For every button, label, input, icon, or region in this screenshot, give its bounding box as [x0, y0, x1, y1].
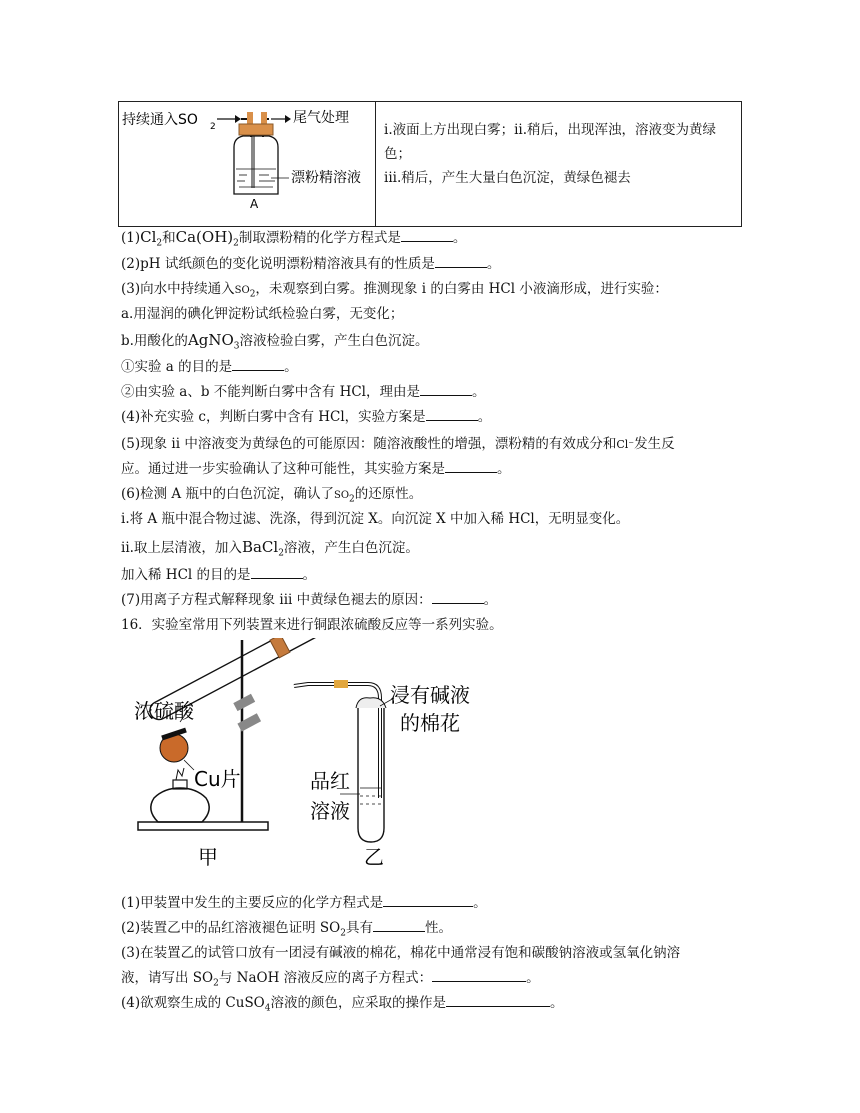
cu-label: Cu片 [194, 767, 241, 791]
stand-base [138, 822, 268, 830]
question-2: (2)pH 试纸颜色的变化说明漂粉精溶液具有的性质是 。 [121, 256, 501, 272]
inlet-label: 持续通入SO [122, 112, 198, 128]
question-3-1: ①实验 a 的目的是 。 [121, 359, 298, 375]
answer-blank[interactable] [420, 383, 472, 396]
answer-blank[interactable] [251, 566, 303, 579]
q16-part-2: (2)装置乙中的品红溶液褪色证明 $SO_2$具有 性。 [121, 920, 452, 939]
red-solution-label-1: 品红 [310, 769, 350, 793]
question-3a: a.用湿润的碘化钾淀粉试纸检验白雾，无变化； [121, 306, 404, 322]
q16-part-1: (1)甲装置中发生的主要反应的化学方程式是 。 [121, 895, 487, 911]
experiment-table [118, 101, 742, 227]
question-3b: b.用酸化的AgNO$_3$溶液检验白雾，产生白色沉淀。 [121, 331, 429, 352]
apparatus-yi-label: 乙 [364, 845, 384, 869]
question-3-2: ②由实验 a、b 不能判断白雾中含有 HCl，理由是 。 [121, 384, 486, 400]
answer-blank[interactable] [435, 255, 487, 268]
observation-line-1: i.液面上方出现白雾；ii.稍后，出现浑浊，溶液变为黄绿色； [384, 122, 717, 162]
cotton-label-2: 的棉花 [400, 711, 460, 735]
answer-blank[interactable] [445, 460, 497, 473]
bottle-label: A [250, 197, 259, 211]
observation-line-2: iii.稍后，产生大量白色沉淀，黄绿色褪去 [384, 170, 631, 186]
answer-blank[interactable] [446, 994, 550, 1007]
question-16-title: 16．实验室常用下列装置来进行铜跟浓硫酸反应等一系列实验。 [121, 617, 503, 633]
question-3: (3)向水中持续通入$SO_2$，未观察到白雾。推测现象 i 的白雾由 HCl 小液滴形成，进行实验： [121, 281, 668, 300]
observations-cell [376, 102, 742, 227]
answer-blank[interactable] [432, 969, 526, 982]
answer-blank[interactable] [383, 894, 473, 907]
connector [334, 680, 348, 688]
question-1: $(1)Cl_2$和$Ca(OH)_2$制取漂粉精的化学方程式是 。 [121, 228, 467, 249]
q16-part-4: (4)欲观察生成的 CuSO$_4$溶液的颜色，应采取的操作是 。 [121, 995, 564, 1014]
copper-acid-apparatus [118, 638, 498, 870]
question-5-line-2: 应。通过进一步实验确认了这种可能性，其实验方案是 。 [121, 461, 511, 477]
cotton-label-1: 浸有碱液 [390, 683, 470, 707]
q16-part-3-line-1: (3)在装置乙的试管口放有一团浸有碱液的棉花，棉花中通常浸有饱和碳酸钠溶液或氢氧化钠溶 [121, 945, 681, 961]
question-6-i: i.将 A 瓶中混合物过滤、洗涤，得到沉淀 X。向沉淀 X 中加入稀 HCl，无明显变化。 [121, 511, 630, 527]
question-5-line-1: (5)现象 ii 中溶液变为黄绿色的可能原因：随溶液酸性的增强，漂粉精的有效成分和Cl⁻发生反 [121, 436, 675, 452]
question-6-ii: ii.取上层清液，加入BaCl$_2$溶液，产生白色沉淀。 [121, 538, 419, 559]
answer-blank[interactable] [373, 919, 425, 932]
answer-blank[interactable] [426, 408, 478, 421]
answer-blank[interactable] [432, 591, 484, 604]
question-6: (6)检测 A 瓶中的白色沉淀，确认了$SO_2$的还原性。 [121, 486, 423, 505]
question-7: (7)用离子方程式解释现象 iii 中黄绿色褪去的原因： 。 [121, 592, 498, 608]
alcohol-lamp [151, 788, 209, 822]
question-4: (4)补充实验 c，判断白雾中含有 HCl，实验方案是 。 [121, 409, 492, 425]
apparatus-jia-label: 甲 [198, 845, 218, 869]
answer-blank[interactable] [232, 358, 284, 371]
answer-blank[interactable] [401, 229, 453, 242]
solution-label: 漂粉精溶液 [291, 170, 361, 186]
q16-part-3-line-2: 液，请写出 $SO_2$与 NaOH 溶液反应的离子方程式： 。 [121, 970, 540, 989]
tail-gas-label: 尾气处理 [293, 110, 349, 126]
inlet-subscript: 2 [210, 122, 216, 132]
gas-bottle-figure [119, 102, 375, 222]
clamp [233, 694, 255, 711]
red-solution-label-2: 溶液 [310, 799, 350, 823]
acid-label: 浓硫酸 [134, 699, 194, 723]
question-6-hcl: 加入稀 HCl 的目的是 。 [121, 567, 317, 583]
apparatus-cell [119, 102, 376, 227]
